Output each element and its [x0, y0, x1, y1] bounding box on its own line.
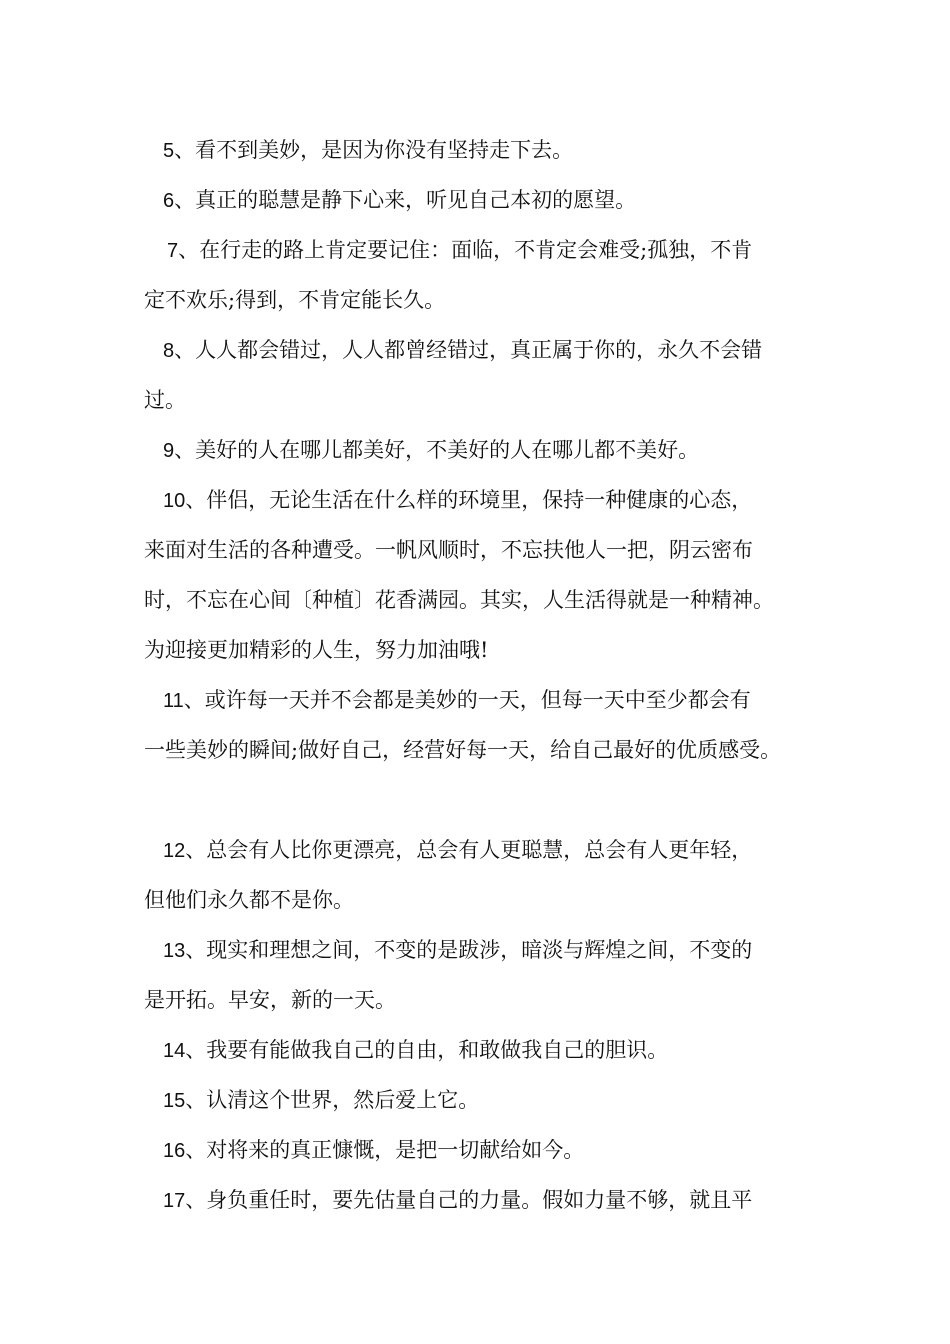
line-text: 是开拓。早安，新的一天。 [144, 988, 396, 1012]
item-number: 16 [163, 1140, 186, 1162]
item-number: 11 [163, 690, 184, 712]
line-text: 、在行走的路上肯定要记住：面临，不肯定会难受;孤独，不肯 [178, 238, 753, 262]
line-item-6 [163, 186, 950, 215]
line-text: 、真正的聪慧是静下心来，听见自己本初的愿望。 [174, 188, 637, 212]
line-text: 时，不忘在心间〔种植〕花香满园。其实，人生活得就是一种精神。 [144, 588, 774, 612]
line-text: 、对将来的真正慷慨，是把一切献给如今。 [185, 1138, 585, 1162]
item-number: 10 [163, 490, 186, 512]
line-item-11 [163, 686, 950, 715]
item-number: 5 [163, 140, 175, 162]
line-text: 一些美妙的瞬间;做好自己，经营好每一天，给自己最好的优质感受。 [144, 738, 782, 762]
line-text: 来面对生活的各种遭受。一帆风顺时，不忘扶他人一把，阴云密布 [144, 538, 753, 562]
line-text: 、人人都会错过，人人都曾经错过，真正属于你的，永久不会错 [174, 338, 763, 362]
item-number: 9 [163, 440, 175, 462]
line-item-5 [163, 136, 950, 165]
line-item-12 [163, 836, 950, 865]
item-number: 14 [163, 1040, 186, 1062]
line-text: 为迎接更加精彩的人生，努力加油哦! [144, 638, 489, 662]
line-text: 、美好的人在哪儿都美好，不美好的人在哪儿都不美好。 [174, 438, 700, 462]
line-text: 、身负重任时，要先估量自己的力量。假如力量不够，就且平 [185, 1188, 753, 1212]
line-continuation [144, 886, 950, 914]
item-number: 7 [167, 240, 179, 262]
line-text: 、看不到美妙，是因为你没有坚持走下去。 [174, 138, 574, 162]
line-text: 、我要有能做我自己的自由，和敢做我自己的胆识。 [185, 1038, 669, 1062]
line-text: 、伴侣，无论生活在什么样的环境里，保持一种健康的心态， [185, 488, 753, 512]
line-continuation [144, 986, 950, 1014]
line-item-13 [163, 936, 950, 965]
line-text: 定不欢乐;得到，不肯定能长久。 [144, 288, 446, 312]
line-text: 、现实和理想之间，不变的是跋涉，暗淡与辉煌之间，不变的 [185, 938, 753, 962]
line-continuation [144, 736, 950, 764]
item-number: 13 [163, 940, 186, 962]
line-item-16 [163, 1136, 950, 1165]
line-continuation [144, 536, 950, 564]
line-text: 、认清这个世界，然后爱上它。 [185, 1088, 480, 1112]
line-text: 、总会有人比你更漂亮，总会有人更聪慧，总会有人更年轻， [185, 838, 753, 862]
line-item-10 [163, 486, 950, 515]
line-continuation [144, 286, 950, 314]
line-continuation [144, 586, 950, 614]
line-item-17 [163, 1186, 950, 1215]
item-number: 15 [163, 1090, 186, 1112]
line-continuation [144, 386, 950, 414]
line-text: 过。 [144, 388, 186, 412]
line-item-14 [163, 1036, 950, 1065]
line-item-15 [163, 1086, 950, 1115]
line-text: 但他们永久都不是你。 [144, 888, 354, 912]
item-number: 8 [163, 340, 175, 362]
item-number: 6 [163, 190, 175, 212]
line-text: 、或许每一天并不会都是美妙的一天，但每一天中至少都会有 [183, 688, 751, 712]
item-number: 12 [163, 840, 186, 862]
line-continuation [144, 636, 950, 664]
line-item-8 [163, 336, 950, 365]
line-item-9 [163, 436, 950, 465]
line-item-7 [167, 236, 950, 265]
item-number: 17 [163, 1190, 186, 1212]
